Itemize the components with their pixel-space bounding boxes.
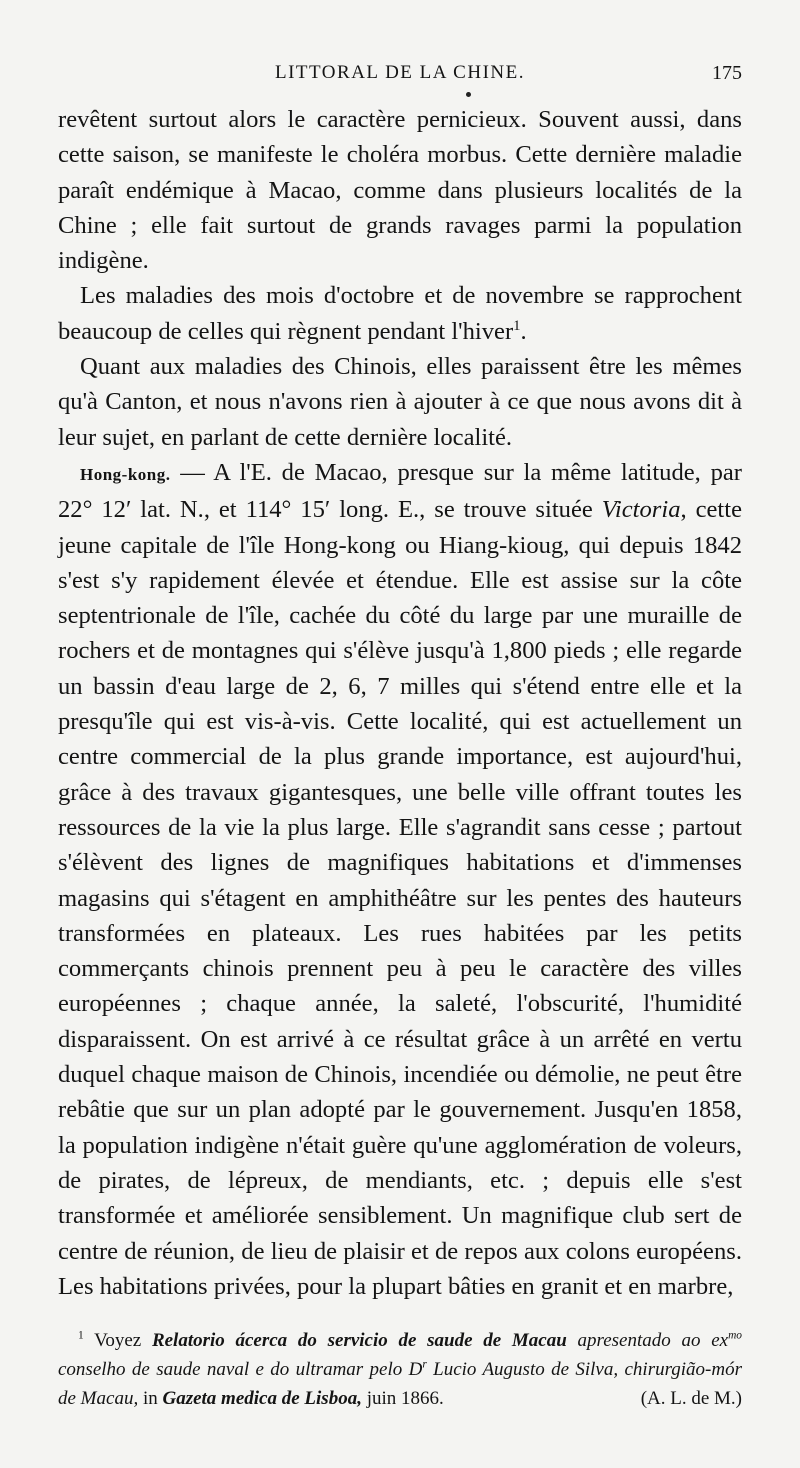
footnote-text-b: apresentado ao ex xyxy=(566,1330,729,1352)
footnote-text-a: Voyez xyxy=(83,1330,152,1352)
paragraph-hong-kong xyxy=(58,455,742,1304)
footnote-marker: 1 xyxy=(78,1329,84,1342)
footnote-journal: Gazeta medica de Lisboa, xyxy=(162,1388,362,1410)
paragraph-4-part-b: , cette jeune capitale de l'île Hong-kong ou Hiang-kioug, qui depuis 1842 s'est s'y rapidement élevée et étendue. Elle est assise sur la côte septentrionale de l'île, cachée du côté du large par une muraille de rochers et de montagnes qui s'élève jusqu'à 1,800 pieds ; elle regarde un bassin d'eau large de 2, 6, 7 milles qui s'étend entre elle et la presqu'île qui est vis-à-vis. Cette localité, qui est actuellement un centre commercial de la plus grande importance, est aujourd'hui, grâce à des travaux gigantesques, une belle ville offrant toutes les ressources de la vie la plus large. Elle s'agrandit sans cesse ; partout s'élèvent des lignes de magnifiques habitations et d'immenses magasins qui s'étagent en amphithéâtre sur les pentes des hauteurs transformées en plateaux. Les rues habitées par les petits commerçants chinois prennent peu à peu le caractère des villes européennes ; chaque année, la saleté, l'obscurité, l'humidité disparaissent. On est arrivé à ce résultat grâce à un arrêté en vertu duquel chaque maison de Chinois, incendiée ou démolie, ne peut être rebâtie que sur un plan adopté par le gouvernement. Jusqu'en 1858, la population indigène n'était guère qu'une agglomération de voleurs, de pirates, de lépreux, de mendiants, etc. ; depuis elle s'est transformée et améliorée sensiblement. Un magnifique club sert de centre de réunion, de lieu de plaisir et de repos aux colons européens. Les habitations privées, pour la plupart bâties en granit et en marbre, xyxy=(58,496,742,1300)
paragraph-3: Quant aux maladies des Chinois, elles paraissent être les mêmes qu'à Canton, et nous n'avons rien à ajouter à ce que nous avons dit à leur sujet, en parlant de cette dernière localité. xyxy=(58,353,742,451)
paragraph-1: revêtent surtout alors le caractère pernicieux. Souvent aussi, dans cette saison, se manifeste le choléra morbus. Cette dernière maladie paraît endémique à Macao, comme dans plusieurs localités de la Chine ; elle fait surtout de grands ravages parmi la population indigène. xyxy=(58,106,742,275)
victoria-italic: Victoria xyxy=(601,496,681,524)
running-title: LITTORAL DE LA CHINE. xyxy=(275,62,525,83)
footnote-sup-mo: mo xyxy=(728,1329,742,1342)
paragraph-2-end: . xyxy=(520,317,527,345)
paragraph-4-part-a: — A l'E. de Macao, presque sur la même latitude, par 22° 12′ lat. N., et 114° 15′ long. E., se trouve située xyxy=(58,458,742,524)
paragraph-2 xyxy=(58,278,742,349)
paragraph-2-text: Les maladies des mois d'octobre et de novembre se rapprochent beaucoup de celles qui règnent pendant l'hiver xyxy=(58,282,742,345)
footnote-title: Relatorio ácerca do servicio de saude de Macau xyxy=(151,1330,567,1352)
footnote-text-c: conselho de saude naval e do ultramar pelo D xyxy=(58,1359,423,1381)
section-heading-hong-kong: Hong-kong. xyxy=(80,464,171,484)
footnote-sup-r: r xyxy=(422,1358,427,1371)
header-ornament-dot xyxy=(466,92,471,97)
footnote-text-d: Lucio Augusto de Silva, chirurgião-mór de Macau, xyxy=(58,1359,742,1410)
footnote-1 xyxy=(58,1326,742,1413)
footnote-text-e: in xyxy=(138,1388,163,1410)
footnote-text-f: juin 1866. xyxy=(361,1388,444,1410)
footnotes xyxy=(58,1326,742,1413)
body-text xyxy=(58,102,742,1304)
footnote-signature: (A. L. de M.) xyxy=(640,1388,742,1410)
footnote-ref: 1 xyxy=(513,317,521,334)
page-header xyxy=(58,62,742,102)
page-number: 175 xyxy=(712,62,742,84)
